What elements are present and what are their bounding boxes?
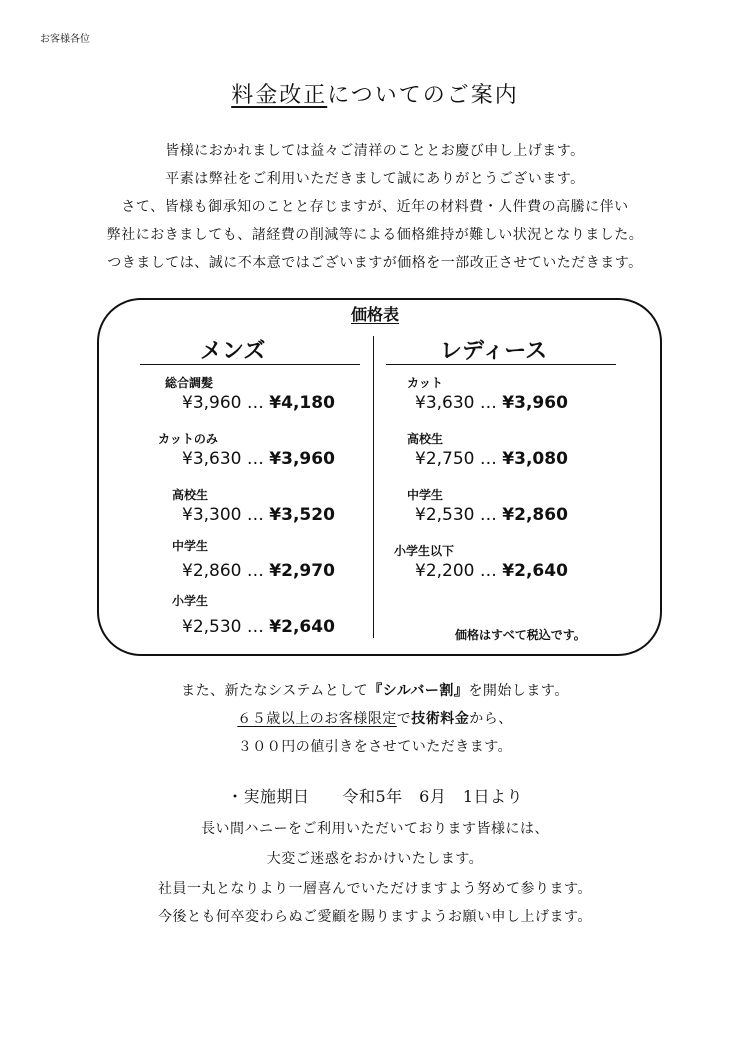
price-separator: … — [479, 393, 497, 413]
silver-pre: また、新たなシステムとして — [181, 683, 369, 699]
new-price: ¥2,860 — [502, 505, 568, 525]
old-price: ¥2,200 — [415, 561, 475, 581]
closing-line-3: 社員一丸となりより一層喜んでいただけますよう努めて参ります。 — [158, 881, 592, 897]
silver-brand: 『シルバー割』 — [368, 683, 469, 699]
mens-item-price — [182, 617, 335, 637]
mens-heading-rule — [140, 364, 360, 365]
tax-note: 価格はすべて税込です。 — [455, 628, 586, 642]
new-price: ¥4,180 — [269, 393, 335, 413]
ladies-item-name: カット — [407, 376, 443, 390]
intro-line-4: 弊社におきましても、諸経費の削減等による価格維持が難しい状況となりました。 — [106, 227, 644, 243]
closing-line-4: 今後とも何卒変わらぬご愛顧を賜りますようお願い申し上げます。 — [158, 909, 592, 925]
ladies-item-name: 高校生 — [407, 432, 444, 446]
silver-post: を開始します。 — [468, 683, 569, 699]
title-underlined: 料金改正 — [231, 83, 328, 108]
new-price: ¥2,640 — [502, 561, 568, 581]
silver-line3-post: の値引きをさせていただきます。 — [295, 739, 513, 755]
title-rest: についてのご案内 — [327, 83, 519, 108]
silver-de: で — [396, 711, 412, 727]
silver-line-3 — [0, 736, 750, 756]
price-separator: … — [246, 449, 264, 469]
mens-item-name: 小学生 — [172, 594, 209, 608]
price-separator: … — [479, 449, 497, 469]
mens-item-name: カットのみ — [158, 432, 218, 446]
page-title — [0, 78, 750, 109]
effective-date-value: 令和5年 6月 1日より — [342, 787, 524, 806]
intro-line-3: さて、皆様も御承知のことと存じますが、近年の材料費・人件費の高騰に伴い — [121, 199, 629, 215]
ladies-item-name: 小学生以下 — [394, 544, 455, 558]
old-price: ¥2,530 — [182, 617, 242, 637]
ladies-item-price — [415, 393, 568, 413]
silver-line-1 — [0, 680, 750, 700]
new-price: ¥3,520 — [269, 505, 335, 525]
mens-item-name: 総合調髪 — [165, 376, 214, 390]
silver-age: ６５歳以上 — [237, 711, 310, 727]
new-price: ¥3,960 — [502, 393, 568, 413]
price-separator: … — [479, 561, 497, 581]
mens-item-price — [182, 393, 335, 413]
silver-fee: 技術料金 — [411, 711, 470, 727]
mens-item-price — [182, 449, 335, 469]
ladies-heading: レディース — [440, 339, 548, 364]
closing-line-2: 大変ご迷惑をおかけいたします。 — [266, 851, 484, 867]
old-price: ¥3,960 — [182, 393, 242, 413]
mens-item-name: 中学生 — [172, 539, 209, 553]
old-price: ¥3,630 — [415, 393, 475, 413]
old-price: ¥3,630 — [182, 449, 242, 469]
new-price: ¥2,970 — [269, 561, 335, 581]
mens-heading: メンズ — [200, 339, 266, 364]
silver-amount: ３００円 — [237, 739, 296, 755]
silver-limited: のお客様限定 — [309, 711, 397, 727]
ladies-item-price — [415, 505, 568, 525]
price-separator: … — [246, 393, 264, 413]
price-separator: … — [479, 505, 497, 525]
new-price: ¥3,080 — [502, 449, 568, 469]
mens-item-name: 高校生 — [172, 488, 209, 502]
silver-line-2 — [0, 708, 750, 728]
old-price: ¥2,530 — [415, 505, 475, 525]
addressee: お客様各位 — [40, 34, 90, 45]
ladies-item-price — [415, 561, 568, 581]
intro-line-5: つきましては、誠に不本意ではございますが価格を一部改正させていただきます。 — [107, 255, 643, 271]
price-separator: … — [246, 617, 264, 637]
ladies-item-name: 中学生 — [407, 488, 444, 502]
ladies-item-price — [415, 449, 568, 469]
old-price: ¥3,300 — [182, 505, 242, 525]
effective-date — [0, 784, 750, 807]
new-price: ¥3,960 — [269, 449, 335, 469]
new-price: ¥2,640 — [269, 617, 335, 637]
effective-label: ・実施期日 — [226, 787, 310, 806]
mens-item-price — [182, 561, 335, 581]
silver-line2-post: から、 — [469, 711, 513, 727]
column-divider — [373, 336, 374, 638]
intro-line-2: 平素は弊社をご利用いただきまして誠にありがとうございます。 — [165, 171, 585, 187]
closing-line-1: 長い間ハニーをご利用いただいております皆様には、 — [201, 821, 549, 837]
price-table-title: 価格表 — [350, 305, 399, 324]
old-price: ¥2,750 — [415, 449, 475, 469]
price-separator: … — [246, 505, 264, 525]
mens-item-price — [182, 505, 335, 525]
intro-line-1: 皆様におかれましては益々ご清祥のこととお慶び申し上げます。 — [165, 143, 585, 159]
old-price: ¥2,860 — [182, 561, 242, 581]
price-separator: … — [246, 561, 264, 581]
ladies-heading-rule — [386, 364, 616, 365]
